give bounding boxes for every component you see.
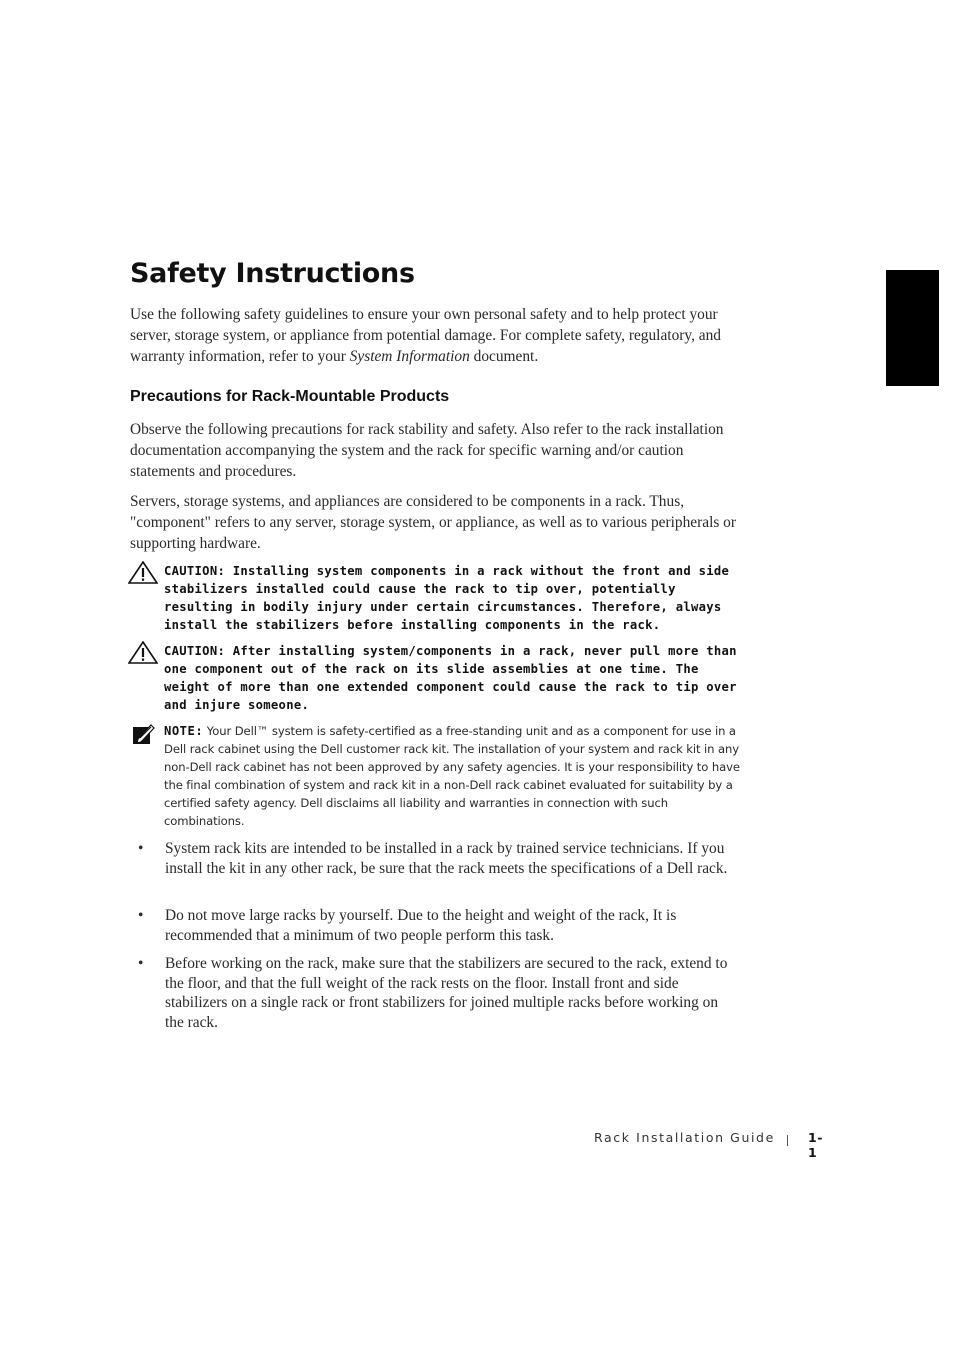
note-pencil-icon: [132, 723, 156, 745]
warning-triangle-icon: [128, 641, 158, 665]
list-item-text: Before working on the rack, make sure that the stabilizers are secured to the rack, extend to the floor, and that the full weight of the rack rests on the floor. Install front and side stabilizers on a single rack or front stabilizers for joined multiple racks before working on the rack.: [165, 955, 728, 1031]
page-footer: [594, 1130, 823, 1160]
chapter-tab: [886, 270, 939, 386]
note-label: NOTE:: [164, 724, 204, 738]
caution-block: [128, 642, 740, 714]
note-body: Your Dell™ system is safety-certified as a free-standing unit and as a component for use in a Dell rack cabinet using the Dell customer rack kit. The installation of your system and rack kit in any non-Dell rack cabinet has not been approved by any safety agencies. It is your responsibility to have the final combination of system and rack kit in a non-Dell rack cabinet evaluated for suitability by a certified safety agency. Dell disclaims all liability and warranties in connection with such combinations.: [164, 724, 740, 828]
list-item-text: System rack kits are intended to be installed in a rack by trained service technicians. If you install the kit in any other rack, be sure that the rack meets the specifications of a Dell rack.: [165, 840, 728, 877]
bullet-icon: •: [138, 840, 144, 857]
page-title: Safety Instructions: [130, 258, 415, 289]
list-item-text: Do not move large racks by yourself. Due to the height and weight of the rack, It is recommended that a minimum of two people perform this task.: [165, 907, 677, 944]
list-item: [130, 906, 740, 945]
section-paragraph-1: Observe the following precautions for rack stability and safety. Also refer to the rack installation documentation accompanying the system and the rack for specific warning and/or caution statements and procedures.: [130, 421, 724, 480]
bullet-icon: •: [138, 907, 144, 924]
section-heading: Precautions for Rack-Mountable Products: [130, 388, 450, 405]
note-text: [164, 722, 742, 830]
caution-text: CAUTION: Installing system components in a rack without the front and side stabilizers installed could cause the rack to tip over, potentially resulting in bodily injury under certain circumstances. Therefore, always install the stabilizers before installing components in the rack.: [164, 564, 730, 632]
caution-text: CAUTION: After installing system/components in a rack, never pull more than one component out of the rack on its slide assemblies at one time. The weight of more than one extended component could cause the rack to tip over and injure someone.: [164, 644, 737, 712]
list-item: [130, 954, 740, 1032]
bullet-icon: •: [138, 955, 144, 972]
intro-text: Use the following safety guidelines to ensure your own personal safety and to help protect your server, storage system, or appliance from potential damage. For complete safety, regulatory, and warranty information, refer to your: [130, 306, 721, 365]
footer-guide-title: Rack Installation Guide: [594, 1130, 775, 1145]
intro-paragraph: [130, 304, 740, 367]
intro-text-end: document.: [469, 348, 539, 365]
list-item: [130, 839, 740, 878]
caution-block: [128, 562, 740, 634]
intro-doc-name: System Information: [349, 348, 470, 365]
section-paragraph-2: Servers, storage systems, and appliances are considered to be components in a rack. Thus, "component" refers to any server, storage system, or appliance, as well as to various peripherals or supporting hardware.: [130, 493, 736, 552]
footer-divider: [787, 1135, 788, 1146]
page-number: 1-1: [808, 1130, 823, 1160]
warning-triangle-icon: [128, 561, 158, 585]
note-block: [130, 722, 742, 830]
